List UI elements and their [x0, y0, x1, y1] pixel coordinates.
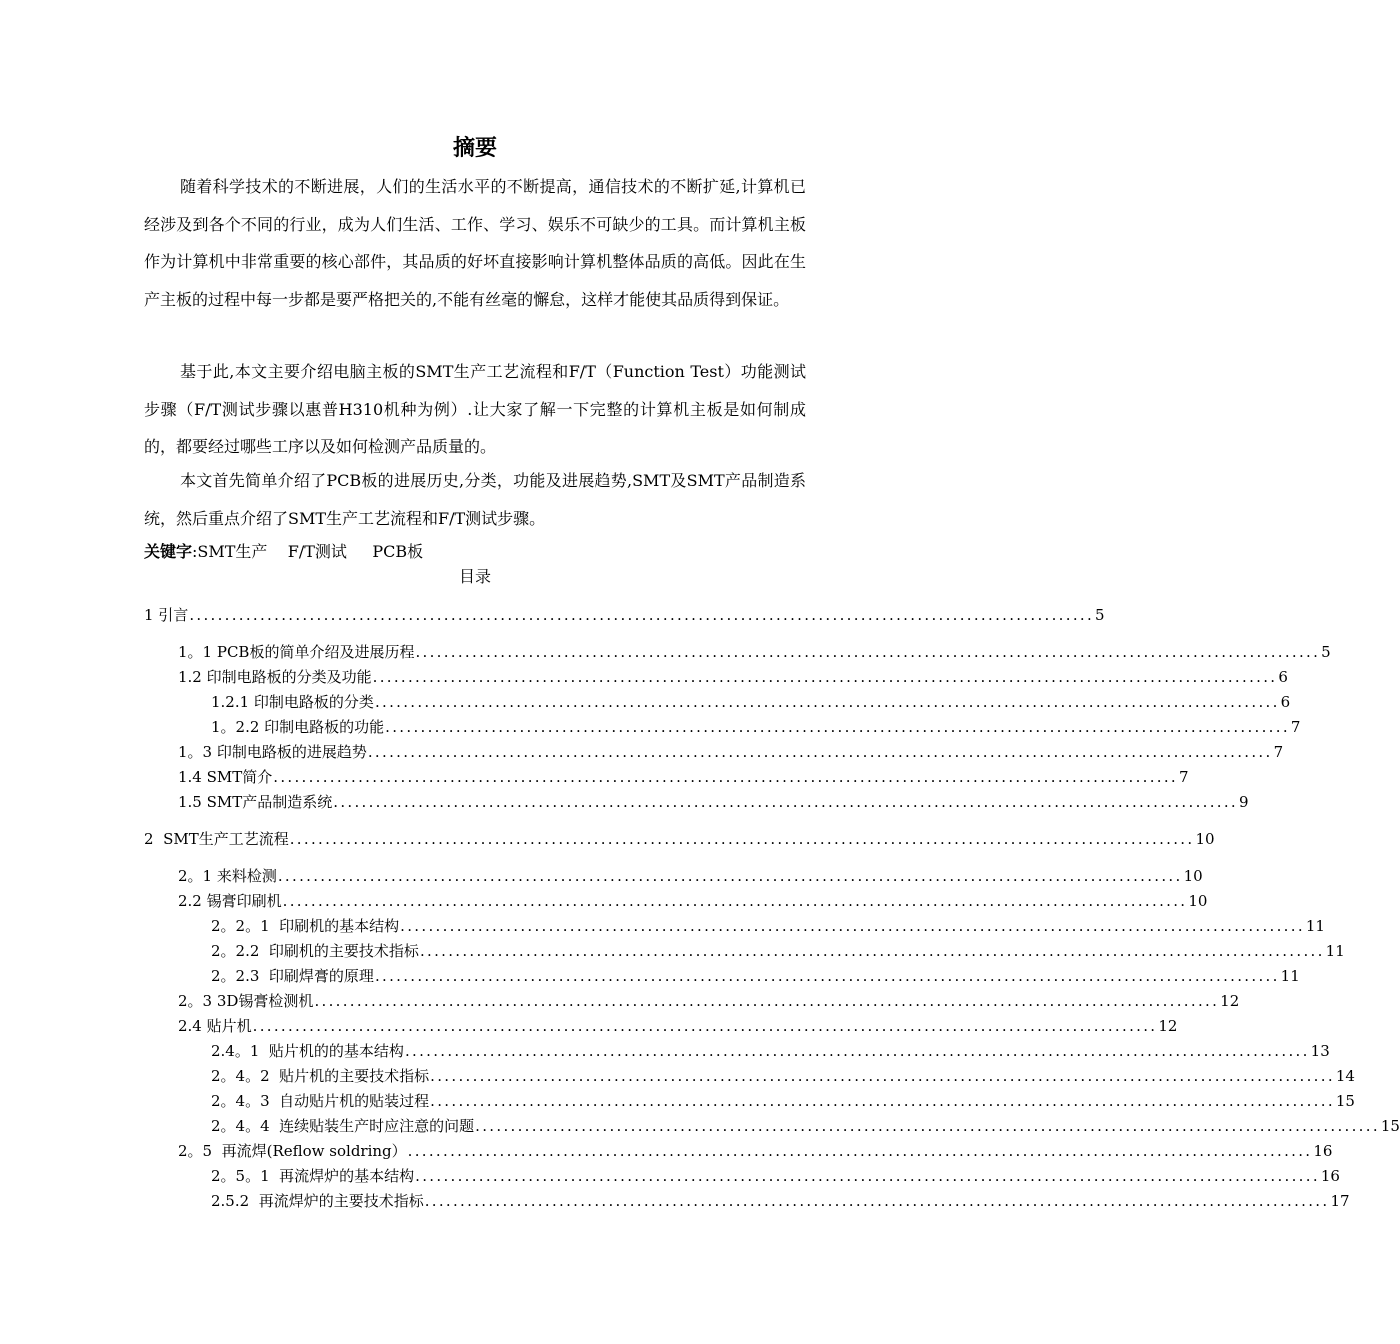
- toc-entry[interactable]: [178, 738, 1284, 762]
- keywords-text: :SMT生产 F/T测试 PCB板: [192, 542, 424, 561]
- toc-entry[interactable]: [211, 688, 1291, 712]
- toc-entry-page: 6: [1278, 668, 1288, 686]
- toc-leader-dots: ................................................................................................................................: [415, 643, 1321, 661]
- toc-entry-page: 11: [1325, 942, 1345, 960]
- toc-leader-dots: ................................................................................................................................: [430, 1067, 1335, 1085]
- toc-leader-dots: ................................................................................................................................: [189, 606, 1095, 624]
- toc-entry-title: 2。4。3 自动贴片机的贴装过程: [211, 1092, 430, 1110]
- toc-entry-page: 10: [1188, 892, 1208, 910]
- toc-leader-dots: ................................................................................................................................: [415, 1167, 1320, 1185]
- toc-leader-dots: ................................................................................................................................: [372, 668, 1278, 686]
- toc-entry-title: 2。5 再流焊(Reflow soldring）: [178, 1142, 407, 1160]
- toc-leader-dots: ................................................................................................................................: [277, 867, 1183, 885]
- toc-entry-title: 2.4 贴片机: [178, 1017, 252, 1035]
- toc-entry-title: 1 引言: [144, 606, 189, 624]
- abstract-paragraph-2: 基于此,本文主要介绍电脑主板的SMT生产工艺流程和F/T（Function Test）功能测试步骤（F/T测试步骤以惠普H310机种为例）.让大家了解一下完整的计算机主板是如何制成的，都要经过哪些工序以及如何检测产品质量的。: [144, 362, 806, 456]
- toc-leader-dots: ................................................................................................................................: [314, 992, 1220, 1010]
- toc-leader-dots: ................................................................................................................................: [385, 718, 1290, 736]
- toc-entry-title: 2。5。1 再流焊炉的基本结构: [211, 1167, 415, 1185]
- toc-leader-dots: ................................................................................................................................: [333, 793, 1238, 811]
- abstract-paragraph-3: 本文首先简单介绍了PCB板的进展历史,分类，功能及进展趋势,SMT及SMT产品制造系统，然后重点介绍了SMT生产工艺流程和F/T测试步骤。: [144, 471, 806, 528]
- toc-entry-title: 2。4。4 连续贴装生产时应注意的问题: [211, 1117, 475, 1135]
- toc-entry-title: 1.4 SMT简介: [178, 768, 273, 786]
- toc-entry-page: 6: [1280, 693, 1291, 711]
- keywords-label: 关键字: [144, 542, 193, 561]
- toc-entry-page: 10: [1195, 830, 1215, 848]
- toc-entry-page: 7: [1178, 768, 1189, 786]
- toc-entry-page: 9: [1238, 793, 1249, 811]
- toc-entry-page: 11: [1280, 967, 1300, 985]
- toc-entry[interactable]: [178, 763, 1189, 787]
- toc-entry-title: 2 SMT生产工艺流程: [144, 830, 289, 848]
- toc-entry-title: 2。3 3D锡膏检测机: [178, 992, 314, 1010]
- toc-leader-dots: ................................................................................................................................: [273, 768, 1178, 786]
- toc-entry[interactable]: [211, 912, 1325, 936]
- toc-entry-title: 2.2 锡膏印刷机: [178, 892, 282, 910]
- toc-entry-page: 10: [1183, 867, 1203, 885]
- toc-entry[interactable]: [211, 962, 1300, 986]
- toc-entry-title: 2。1 来料检测: [178, 867, 277, 885]
- toc-entry-page: 14: [1335, 1067, 1355, 1085]
- toc-entry[interactable]: [178, 987, 1240, 1011]
- toc-leader-dots: ................................................................................................................................: [475, 1117, 1380, 1135]
- toc-entry-page: 12: [1220, 992, 1240, 1010]
- toc-entry[interactable]: [178, 887, 1208, 911]
- abstract-paragraph-1: 随着科学技术的不断进展，人们的生活水平的不断提高，通信技术的不断扩延,计算机已经涉及到各个不同的行业，成为人们生活、工作、学习、娱乐不可缺少的工具。而计算机主板作为计算机中非常重要的核心部件，其品质的好坏直接影响计算机整体品质的高低。因此在生产主板的过程中每一步都是要严格把关的,不能有丝毫的懈怠，这样才能使其品质得到保证。: [144, 177, 806, 309]
- toc-leader-dots: ................................................................................................................................: [252, 1017, 1158, 1035]
- toc-entry[interactable]: [178, 862, 1203, 886]
- toc-leader-dots: ................................................................................................................................: [419, 942, 1325, 960]
- toc-leader-dots: ................................................................................................................................: [374, 967, 1280, 985]
- toc-entry-page: 16: [1313, 1142, 1333, 1160]
- toc-entry-page: 7: [1290, 718, 1301, 736]
- toc-entry[interactable]: [211, 1112, 1400, 1136]
- toc-entry-title: 1。2.2 印制电路板的功能: [211, 718, 385, 736]
- toc-entry-title: 1.2 印制电路板的分类及功能: [178, 668, 372, 686]
- toc-leader-dots: ................................................................................................................................: [282, 892, 1188, 910]
- toc-entry-title: 2。4。2 贴片机的主要技术指标: [211, 1067, 430, 1085]
- toc-entry[interactable]: [178, 663, 1288, 687]
- toc-leader-dots: ................................................................................................................................: [289, 830, 1195, 848]
- toc-entry-page: 13: [1310, 1042, 1330, 1060]
- toc-entry-title: 2.4。1 贴片机的的基本结构: [211, 1042, 404, 1060]
- toc-entry-page: 15: [1380, 1117, 1400, 1135]
- toc-entry-title: 2。2.3 印刷焊膏的原理: [211, 967, 374, 985]
- toc-entry-page: 11: [1305, 917, 1325, 935]
- toc-entry[interactable]: [144, 601, 1105, 625]
- toc-entry-title: 1.5 SMT产品制造系统: [178, 793, 333, 811]
- toc-entry-page: 12: [1158, 1017, 1178, 1035]
- toc-leader-dots: ................................................................................................................................: [367, 743, 1273, 761]
- toc-entry-page: 5: [1321, 643, 1331, 661]
- toc-entry-page: 16: [1320, 1167, 1340, 1185]
- toc-entry-title: 2.5.2 再流焊炉的主要技术指标: [211, 1192, 424, 1210]
- toc-entry-page: 15: [1335, 1092, 1355, 1110]
- toc-leader-dots: ................................................................................................................................: [374, 693, 1280, 711]
- toc-entry-page: 17: [1330, 1192, 1350, 1210]
- toc-entry[interactable]: [144, 825, 1215, 849]
- toc-leader-dots: ................................................................................................................................: [404, 1042, 1310, 1060]
- toc-entry[interactable]: [211, 1187, 1350, 1211]
- abstract-title: 摘要: [452, 136, 497, 161]
- toc-entry[interactable]: [211, 713, 1301, 737]
- toc-entry[interactable]: [211, 1162, 1340, 1186]
- toc-entry[interactable]: [211, 1062, 1355, 1086]
- toc-leader-dots: ................................................................................................................................: [430, 1092, 1335, 1110]
- toc-leader-dots: ................................................................................................................................: [407, 1142, 1313, 1160]
- toc-entry-title: 2。2.2 印刷机的主要技术指标: [211, 942, 419, 960]
- toc-entry-page: 5: [1095, 606, 1105, 624]
- toc-entry-title: 2。2。1 印刷机的基本结构: [211, 917, 400, 935]
- keywords-line: [144, 538, 423, 566]
- toc-entry[interactable]: [178, 788, 1249, 812]
- toc-title: 目录: [458, 567, 491, 586]
- toc-entry[interactable]: [211, 1087, 1355, 1111]
- toc-entry[interactable]: [211, 1037, 1330, 1061]
- toc-entry[interactable]: [211, 937, 1345, 961]
- toc-entry[interactable]: [178, 1137, 1333, 1161]
- toc-leader-dots: ................................................................................................................................: [424, 1192, 1330, 1210]
- toc-entry-title: 1。3 印制电路板的进展趋势: [178, 743, 367, 761]
- toc-entry-title: 1。1 PCB板的简单介绍及进展历程: [178, 643, 415, 661]
- toc-entry[interactable]: [178, 1012, 1178, 1036]
- toc-entry[interactable]: [178, 638, 1331, 662]
- toc-leader-dots: ................................................................................................................................: [400, 917, 1305, 935]
- toc-entry-title: 1.2.1 印制电路板的分类: [211, 693, 374, 711]
- toc-entry-page: 7: [1273, 743, 1284, 761]
